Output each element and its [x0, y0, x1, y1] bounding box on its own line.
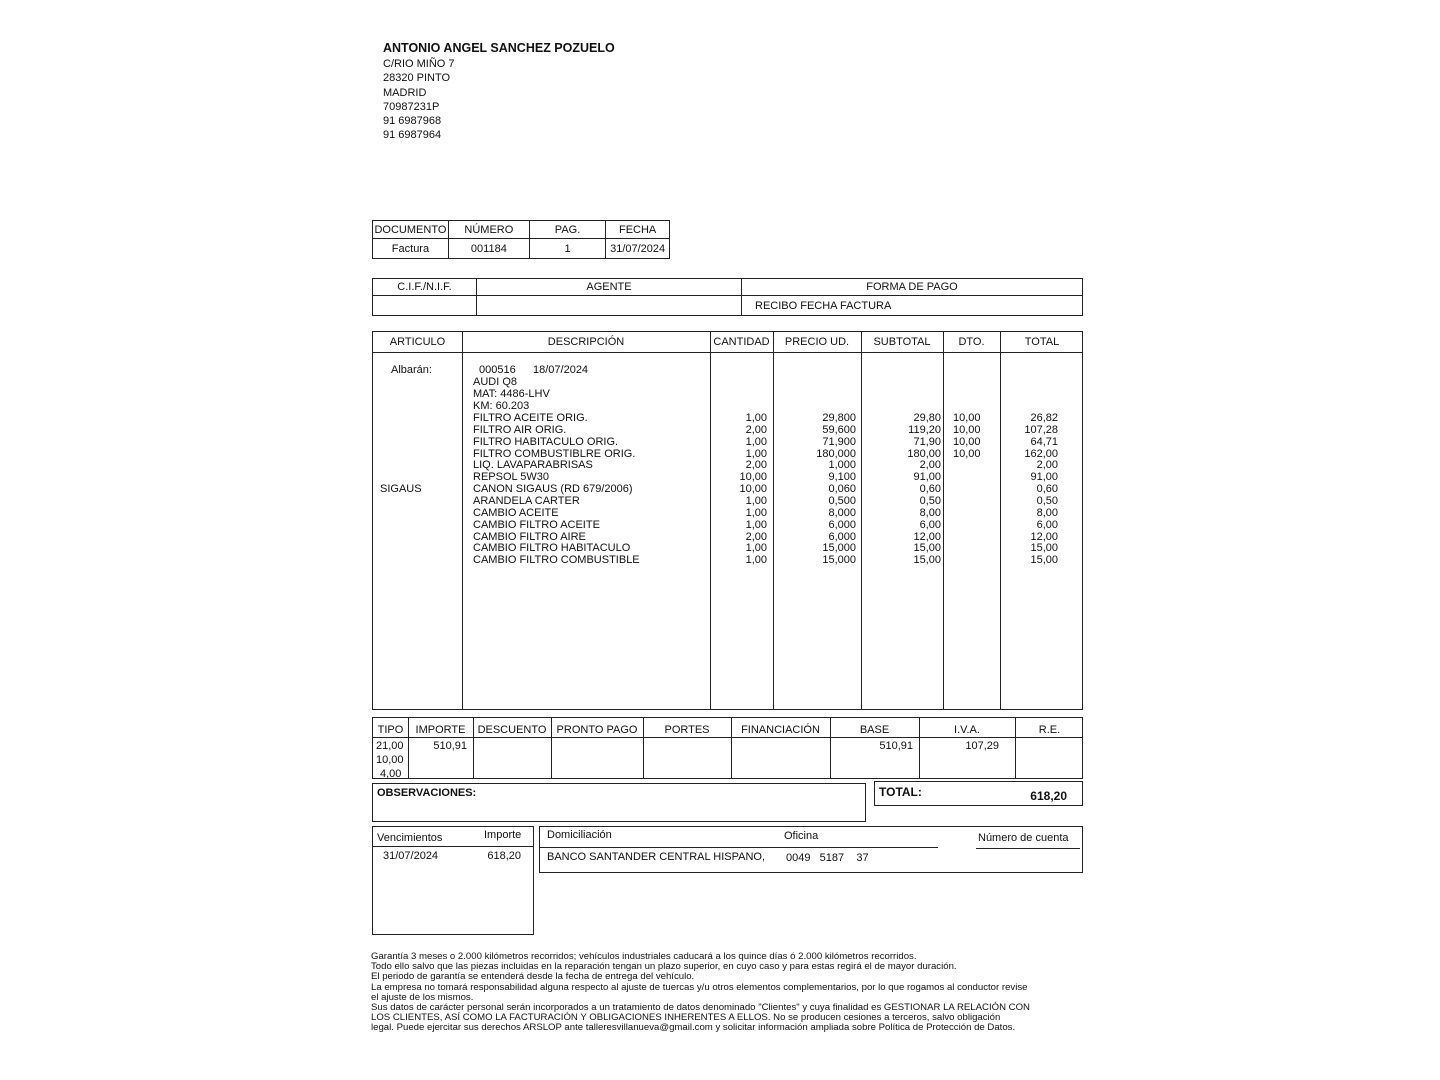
pay-label-forma: FORMA DE PAGO	[742, 279, 1083, 296]
vencimientos-box	[372, 826, 534, 935]
item-desc: FILTRO COMBUSTIBLRE ORIG.	[473, 447, 636, 460]
doc-value-pag: 1	[529, 239, 605, 259]
doc-value-numero: 001184	[448, 239, 529, 259]
item-precio: 15,000	[822, 542, 856, 555]
item-precio: 8,000	[828, 506, 856, 519]
item-cantidad: 10,00	[739, 471, 767, 484]
tax-tipo-2: 10,00	[376, 754, 404, 766]
item-cantidad: 2,00	[745, 423, 767, 436]
item-total: 12,00	[1030, 530, 1058, 543]
item-desc: FILTRO ACEITE ORIG.	[473, 412, 588, 424]
item-precio: 71,900	[822, 435, 856, 448]
item-desc: CAMBIO FILTRO HABITACULO	[473, 542, 631, 555]
item-subtotal: 91,00	[913, 471, 941, 484]
tax-tipo-3: 4,00	[380, 768, 402, 780]
item-precio: 29,800	[822, 412, 856, 424]
legal-footer	[371, 952, 1071, 1034]
item-subtotal: 29,80	[913, 412, 941, 424]
item-precio: 9,100	[828, 471, 856, 484]
doc-label-fecha: FECHA	[606, 221, 670, 239]
tax-header-iva: I.V.A.	[954, 724, 980, 736]
item-precio: 1,000	[828, 459, 856, 472]
item-subtotal: 71,90	[913, 435, 941, 448]
item-subtotal: 15,00	[913, 554, 941, 567]
observaciones-label: OBSERVACIONES:	[377, 787, 477, 799]
col-header-descripcion: DESCRIPCIÓN	[547, 336, 625, 348]
item-desc: REPSOL 5W30	[473, 471, 550, 484]
item-cantidad: 1,00	[745, 447, 767, 460]
lines-table	[372, 331, 1083, 710]
vehicle-plate: MAT: 4486-LHV	[473, 388, 550, 400]
vencimientos-importe-label: Importe	[484, 829, 522, 841]
item-total: 0,50	[1036, 494, 1058, 507]
item-total: 15,00	[1030, 554, 1058, 567]
item-cantidad: 1,00	[745, 412, 767, 424]
item-articulo: SIGAUS	[380, 483, 422, 496]
doc-value-documento: Factura	[373, 239, 449, 259]
item-desc: FILTRO HABITACULO ORIG.	[473, 435, 619, 448]
total-box	[874, 781, 1083, 806]
item-precio: 15,000	[822, 554, 856, 567]
item-cantidad: 1,00	[745, 435, 767, 448]
doc-label-pag: PAG.	[529, 221, 605, 239]
col-header-articulo: ARTICULO	[389, 336, 446, 348]
item-cantidad: 2,00	[745, 459, 767, 472]
doc-value-fecha: 31/07/2024	[606, 239, 670, 259]
vencimiento-amount: 618,20	[487, 850, 521, 862]
sender-block	[383, 41, 615, 143]
pay-value-forma: RECIBO FECHA FACTURA	[742, 296, 1083, 316]
item-cantidad: 1,00	[745, 494, 767, 507]
cuenta-label: Número de cuenta	[978, 832, 1069, 844]
item-total: 6,00	[1036, 518, 1058, 531]
item-desc: CAMBIO FILTRO COMBUSTIBLE	[473, 554, 640, 567]
item-precio: 6,000	[828, 530, 856, 543]
item-dto: 10,00	[953, 435, 981, 448]
col-header-cantidad: CANTIDAD	[713, 336, 770, 348]
item-total: 162,00	[1024, 447, 1058, 460]
item-total: 0,60	[1036, 483, 1058, 496]
pay-label-agente: AGENTE	[477, 279, 742, 296]
bank-name: BANCO SANTANDER CENTRAL HISPANO,	[547, 851, 765, 863]
col-header-dto: DTO.	[958, 336, 985, 348]
pay-label-cif: C.I.F./N.I.F.	[373, 279, 477, 296]
observaciones-box	[372, 783, 866, 822]
item-cantidad: 1,00	[745, 554, 767, 567]
item-dto: 10,00	[953, 412, 981, 424]
item-subtotal: 180,00	[907, 447, 941, 460]
tax-header-portes: PORTES	[664, 724, 710, 736]
total-label: TOTAL:	[879, 785, 922, 799]
footer-line-3: El periodo de garantía se entenderá desde la fecha de entrega del vehículo.	[371, 971, 695, 983]
tax-iva: 107,29	[965, 740, 999, 752]
sender-city: 28320 PINTO	[383, 72, 451, 85]
vehicle-model: AUDI Q8	[473, 376, 518, 388]
item-total: 2,00	[1036, 459, 1058, 472]
col-header-total: TOTAL	[1024, 336, 1060, 348]
doc-label-numero: NÚMERO	[448, 221, 529, 239]
tax-header-importe: IMPORTE	[415, 724, 466, 736]
footer-line-2: Todo ello salvo que las piezas incluidas en la reparación tengan un plazo superior, en cuyo caso y para estas regirá el de mayor duración.	[371, 961, 957, 973]
bank-box	[539, 826, 1083, 873]
item-total: 64,71	[1030, 435, 1058, 448]
albaran-date: 18/07/2024	[533, 364, 589, 376]
item-subtotal: 2,00	[919, 459, 941, 472]
footer-line-8: legal. Puede ejercitar sus derechos ARSLOP ante talleresvillanueva@gmail.com y solicitar información ampliada sobre Política de Protección de Datos.	[371, 1022, 1016, 1034]
item-cantidad: 10,00	[739, 483, 767, 496]
item-total: 15,00	[1030, 542, 1058, 555]
item-precio: 0,060	[828, 483, 856, 496]
tax-table	[372, 717, 1083, 779]
sender-name: ANTONIO ANGEL SANCHEZ POZUELO	[383, 41, 615, 55]
document-header-table	[372, 220, 670, 259]
item-cantidad: 2,00	[745, 530, 767, 543]
vencimientos-label: Vencimientos	[377, 832, 443, 844]
albaran-label: Albarán:	[391, 364, 432, 376]
item-cantidad: 1,00	[745, 506, 767, 519]
item-subtotal: 15,00	[913, 542, 941, 555]
pay-value-cif	[373, 296, 477, 316]
albaran-number: 000516	[479, 364, 516, 376]
total-value: 618,20	[1030, 789, 1067, 803]
item-subtotal: 12,00	[913, 530, 941, 543]
item-desc: LIQ. LAVAPARABRISAS	[473, 459, 593, 472]
domiciliacion-label: Domiciliación	[547, 829, 612, 841]
doc-label-documento: DOCUMENTO	[373, 221, 449, 239]
vencimiento-date: 31/07/2024	[383, 850, 439, 862]
footer-line-4: La empresa no tomará responsabilidad alguna respecto al ajuste de tuercas y/u otros elementos complementarios, por lo que rogamos al conductor revise	[371, 981, 1028, 993]
item-precio: 59,600	[822, 423, 856, 436]
col-header-precio: PRECIO UD.	[784, 336, 850, 348]
item-subtotal: 6,00	[919, 518, 941, 531]
tax-header-tipo: TIPO	[377, 724, 404, 736]
item-desc: FILTRO AIR ORIG.	[473, 423, 567, 436]
item-cantidad: 1,00	[745, 542, 767, 555]
item-desc: ARANDELA CARTER	[473, 494, 580, 507]
item-total: 107,28	[1024, 423, 1058, 436]
sender-phone-2: 91 6987964	[383, 129, 442, 142]
tax-base: 510,91	[879, 740, 913, 752]
tax-header-base: BASE	[859, 724, 890, 736]
item-subtotal: 0,50	[919, 494, 941, 507]
vehicle-km: KM: 60.203	[473, 400, 530, 412]
footer-line-7: LOS CLIENTES, ASÍ COMO LA FACTURACIÓN Y OBLIGACIONES INHERENTES A ELLOS. No se producen cesiones a terceros, salvo obligación	[371, 1012, 1001, 1024]
pay-value-agente	[477, 296, 742, 316]
tax-header-re: R.E.	[1038, 724, 1061, 736]
tax-header-financiacion: FINANCIACIÓN	[741, 724, 820, 736]
item-precio: 0,500	[828, 494, 856, 507]
item-desc: CAMBIO FILTRO AIRE	[473, 530, 586, 543]
footer-line-6: Sus datos de carácter personal serán incorporados a un tratamiento de datos denominado "Clientes" y cuya finalidad es GESTIONAR LA RELACIÓN CON	[371, 1002, 1030, 1014]
sender-province: MADRID	[383, 86, 427, 99]
item-total: 8,00	[1036, 506, 1058, 519]
item-total: 26,82	[1030, 412, 1058, 424]
item-total: 91,00	[1030, 471, 1058, 484]
item-desc: CAMBIO FILTRO ACEITE	[473, 518, 600, 531]
footer-line-5: el ajuste de los mismos.	[371, 991, 474, 1003]
footer-line-1: Garantía 3 meses o 2.000 kilómetros recorridos; vehículos industriales caducará a los quince días ó 2.000 kilómetros recorridos.	[371, 951, 917, 962]
item-dto: 10,00	[953, 423, 981, 436]
tax-header-descuento: DESCUENTO	[477, 724, 547, 736]
col-header-subtotal: SUBTOTAL	[873, 336, 931, 348]
item-precio: 6,000	[828, 518, 856, 531]
oficina-label: Oficina	[784, 830, 819, 842]
item-subtotal: 0,60	[919, 483, 941, 496]
item-desc: CAMBIO ACEITE	[473, 506, 559, 519]
sender-phone-1: 91 6987968	[383, 115, 442, 128]
tax-importe: 510,91	[433, 740, 467, 752]
sender-address: C/RIO MIÑO 7	[383, 58, 455, 70]
item-dto: 10,00	[953, 447, 981, 460]
item-precio: 180,000	[816, 447, 856, 460]
bank-oficina: 0049 5187 37	[786, 852, 869, 864]
item-cantidad: 1,00	[745, 518, 767, 531]
item-subtotal: 119,20	[908, 423, 941, 436]
sender-nif: 70987231P	[383, 100, 440, 113]
payment-header-table	[372, 278, 1083, 316]
item-desc: CANON SIGAUS (RD 679/2006)	[473, 483, 633, 496]
item-subtotal: 8,00	[919, 506, 941, 519]
tax-header-pronto-pago: PRONTO PAGO	[556, 724, 638, 736]
tax-tipo-1: 21,00	[376, 740, 404, 752]
